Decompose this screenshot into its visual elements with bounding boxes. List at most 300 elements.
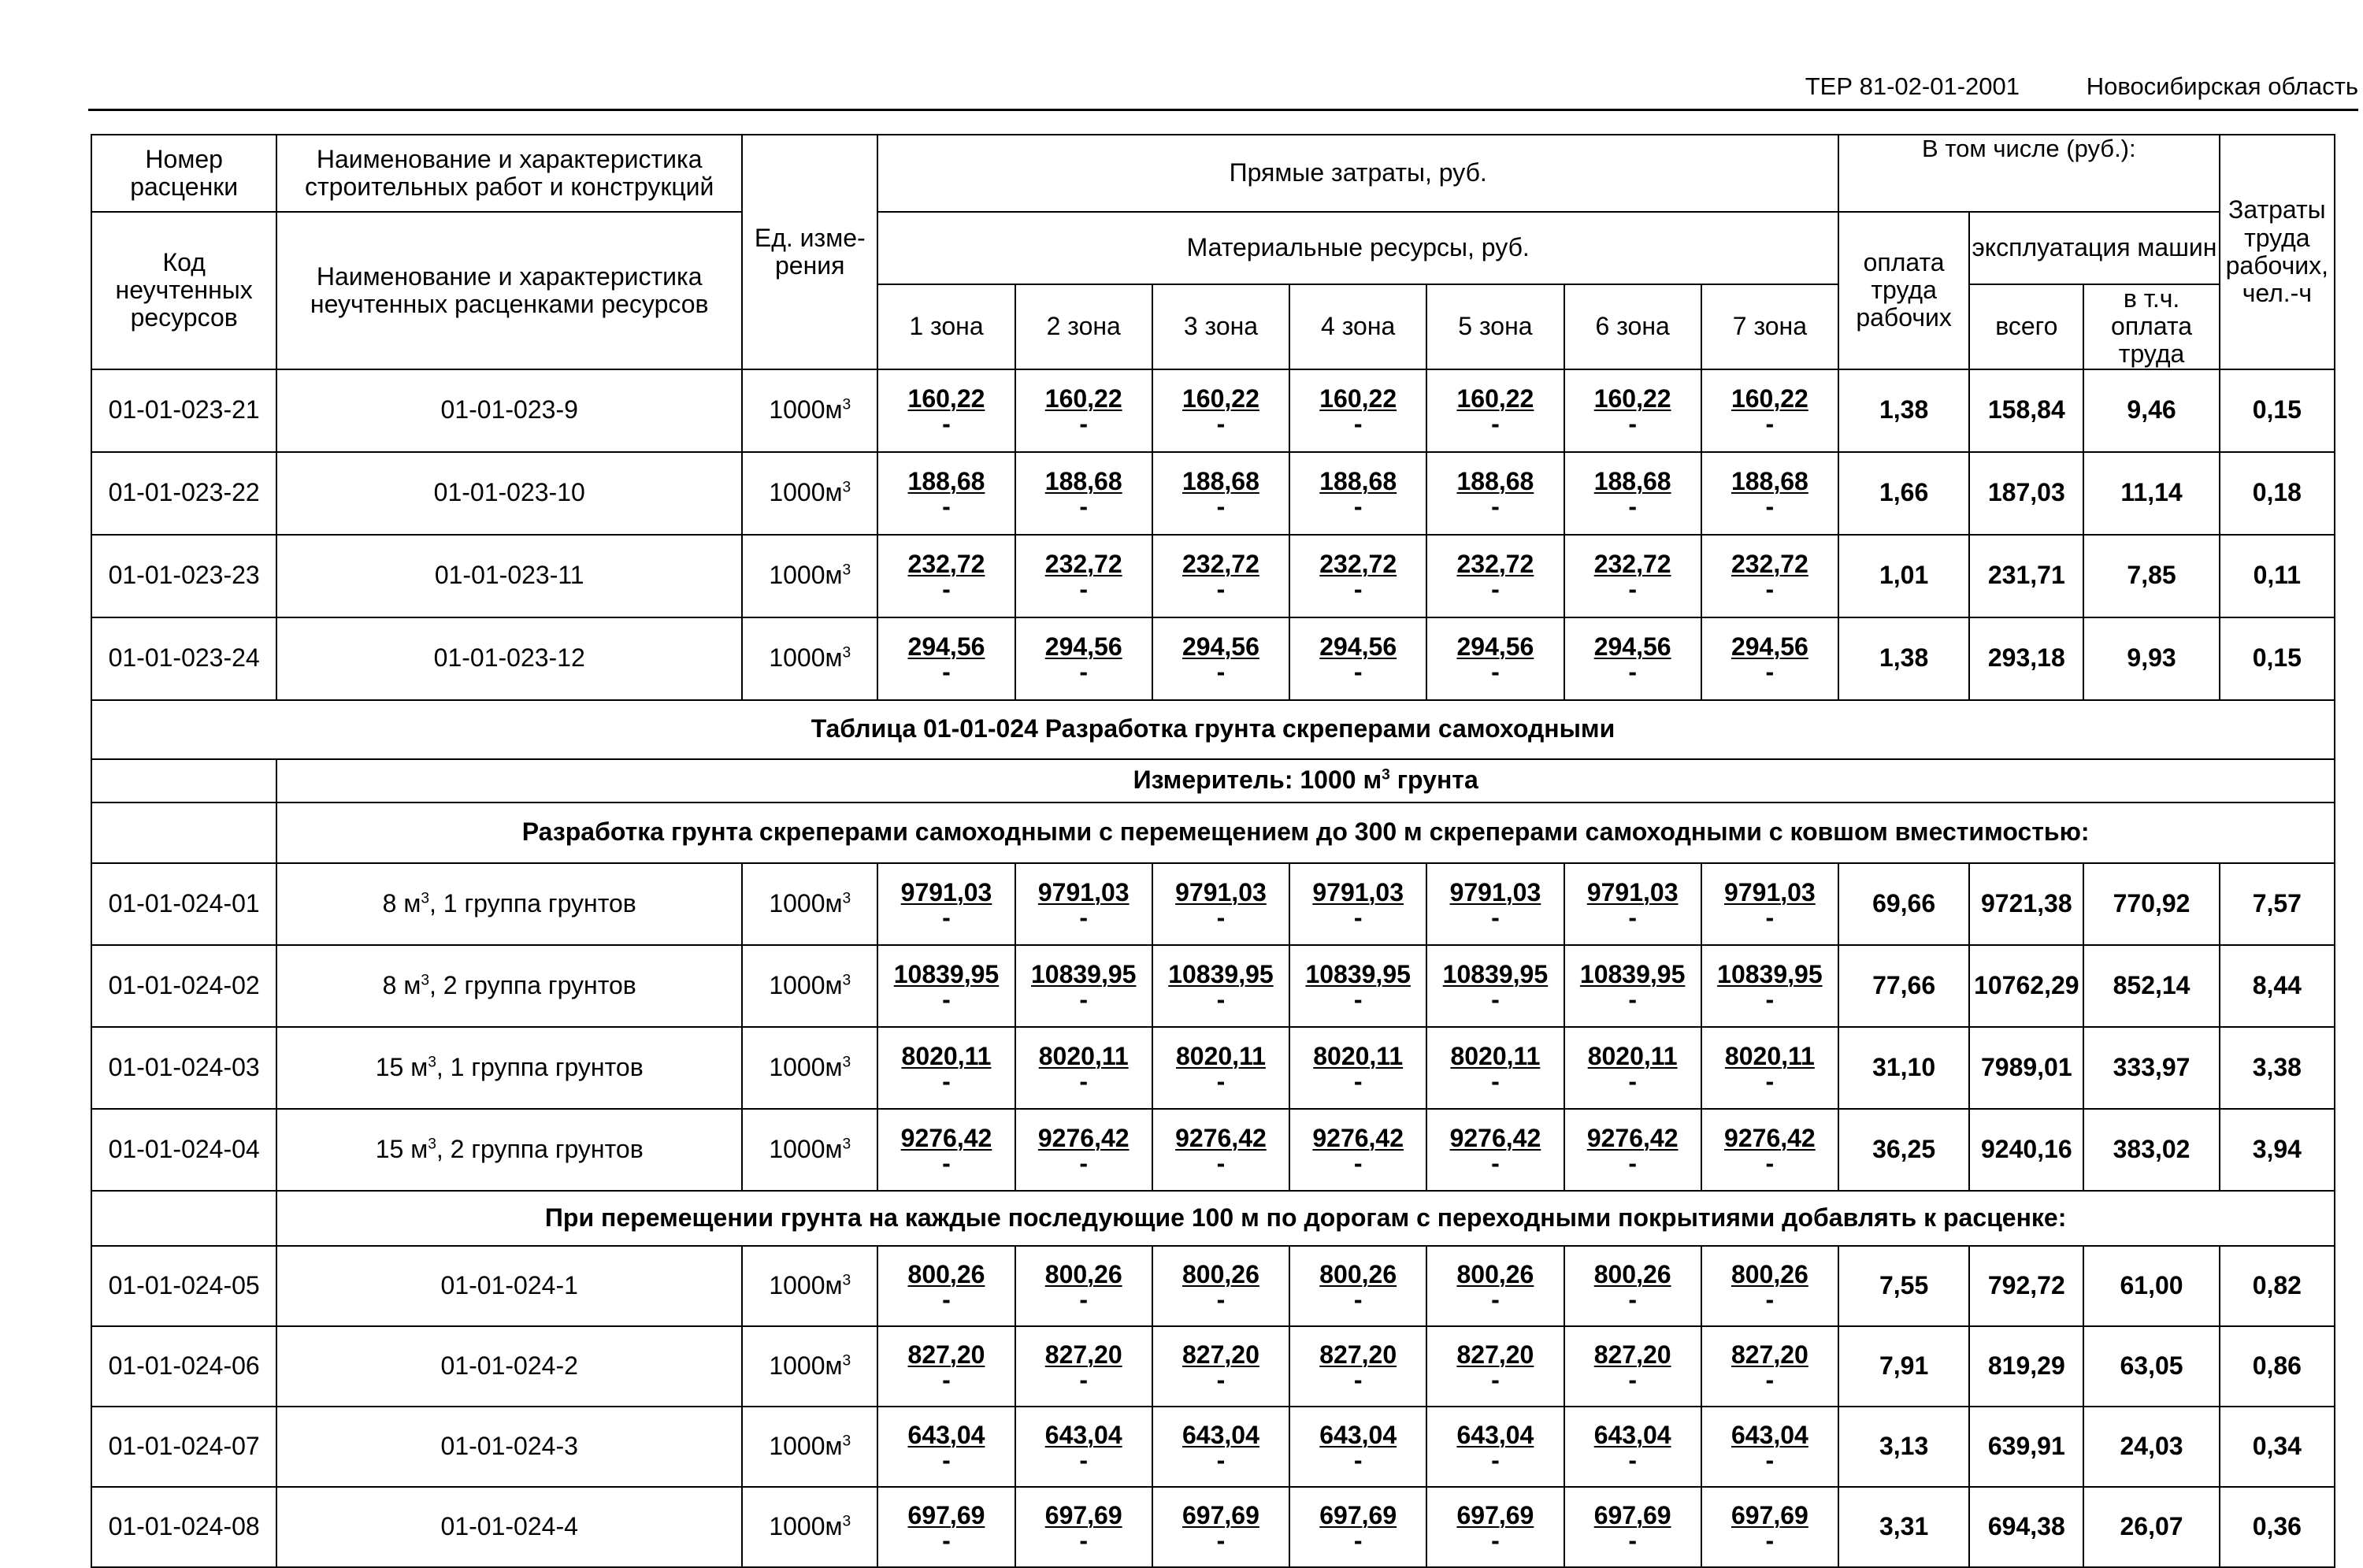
zone-value: 160,22	[1731, 384, 1808, 413]
zone-price	[1426, 452, 1564, 535]
zone-dash: -	[1491, 492, 1500, 521]
zone-value: 643,04	[1044, 1420, 1122, 1449]
zone-price	[1152, 863, 1289, 945]
zone-value: 9276,42	[1449, 1123, 1541, 1152]
zone-value: 232,72	[1182, 550, 1259, 579]
zone-dash: -	[1628, 984, 1637, 1014]
unit-cell	[742, 1487, 877, 1567]
labor-hours: 0,82	[2220, 1246, 2335, 1326]
labor-pay: 36,25	[1838, 1109, 1969, 1191]
zone-dash: -	[1216, 903, 1226, 932]
zone-value: 8020,11	[1587, 1041, 1678, 1070]
header-direct-costs: Прямые затраты, руб.	[877, 135, 1838, 212]
zone-dash: -	[1765, 984, 1775, 1014]
zone-dash: -	[1628, 903, 1637, 932]
zone-value: 9791,03	[1449, 877, 1541, 906]
zone-value: 232,72	[1593, 550, 1671, 579]
unit-cell	[742, 1326, 877, 1407]
zone-price	[1564, 1326, 1701, 1407]
zone-price	[1564, 1027, 1701, 1109]
zone-price	[1701, 452, 1838, 535]
text: 1000м	[769, 1511, 843, 1540]
text: , 1 группа грунтов	[436, 1052, 644, 1081]
zone-price	[1015, 1407, 1152, 1487]
rate-code: 01-01-023-22	[91, 452, 276, 535]
zone-dash: -	[1628, 575, 1637, 604]
header-unaccounted-code: Код неучтенных ресурсов	[91, 212, 276, 369]
rate-code: 01-01-024-01	[91, 863, 276, 945]
zone-price	[1701, 1109, 1838, 1191]
zone-value: 188,68	[1593, 467, 1671, 496]
region-name: Новосибирская область	[2086, 72, 2358, 100]
zone-price	[1564, 863, 1701, 945]
zone-dash: -	[1353, 1066, 1363, 1095]
zone-dash: -	[1765, 1284, 1775, 1314]
table-row	[91, 945, 2335, 1027]
zone-price	[1152, 1487, 1289, 1567]
zone-dash: -	[1353, 658, 1363, 687]
unit-cell	[742, 369, 877, 452]
zone-value: 294,56	[1593, 632, 1671, 662]
text: грунта	[1389, 765, 1478, 795]
zone-value: 188,68	[1456, 467, 1534, 496]
header-labor-pay: оплата труда рабочих	[1838, 212, 1969, 369]
zone-dash: -	[1491, 903, 1500, 932]
zone-value: 188,68	[1182, 467, 1259, 496]
zone-dash: -	[1079, 903, 1089, 932]
header-machines-total: всего	[1969, 284, 2083, 369]
zone-value: 160,22	[1182, 384, 1259, 413]
measure-row	[91, 759, 2335, 803]
zone-dash: -	[1079, 492, 1089, 521]
zone-dash: -	[1765, 1525, 1775, 1555]
zone-value: 9276,42	[1175, 1123, 1267, 1152]
zone-header: 6 зона	[1564, 284, 1701, 369]
zone-dash: -	[942, 1445, 951, 1474]
zone-price	[1426, 617, 1564, 700]
zone-value: 188,68	[1044, 467, 1122, 496]
rate-name	[276, 1407, 742, 1487]
machines-labor: 852,14	[2083, 945, 2219, 1027]
machines-labor: 26,07	[2083, 1487, 2219, 1567]
zone-dash: -	[1491, 658, 1500, 687]
text: 01-01-024-1	[440, 1270, 578, 1299]
zone-dash: -	[1765, 1066, 1775, 1095]
zone-dash: -	[942, 1365, 951, 1394]
zone-price	[1152, 1109, 1289, 1191]
header-material-resources: Материальные ресурсы, руб.	[877, 212, 1838, 284]
zone-value: 10839,95	[893, 959, 1000, 988]
zone-value: 8020,11	[1724, 1041, 1815, 1070]
zone-value: 9276,42	[1724, 1123, 1816, 1152]
zone-price	[1152, 945, 1289, 1027]
page-header	[88, 72, 2358, 111]
zone-dash: -	[1079, 1148, 1089, 1177]
header-machine-operation: эксплуатация машин	[1969, 212, 2219, 284]
header-machines-labor: в т.ч. оплата труда	[2083, 284, 2219, 369]
unit-cell	[742, 535, 877, 617]
zone-header: 7 зона	[1701, 284, 1838, 369]
zone-value: 643,04	[1319, 1420, 1397, 1449]
zone-dash: -	[1628, 410, 1637, 439]
machines-labor: 383,02	[2083, 1109, 2219, 1191]
text: 01-01-024-4	[440, 1511, 578, 1540]
zone-value: 643,04	[907, 1420, 985, 1449]
zone-dash: -	[1216, 1148, 1226, 1177]
machines-labor: 11,14	[2083, 452, 2219, 535]
table-row	[91, 1407, 2335, 1487]
zone-price	[1289, 1246, 1426, 1326]
document-code: ТЕР 81-02-01-2001	[1805, 72, 2020, 100]
text: 1000м	[769, 643, 843, 673]
zone-dash: -	[1216, 1365, 1226, 1394]
zone-value: 294,56	[907, 632, 985, 662]
superscript: 3	[428, 1054, 436, 1071]
unit-cell	[742, 1109, 877, 1191]
zone-price	[1015, 1109, 1152, 1191]
text: 8 м	[382, 888, 421, 917]
labor-hours: 0,11	[2220, 535, 2335, 617]
machines-total: 231,71	[1969, 535, 2083, 617]
zone-value: 800,26	[907, 1259, 985, 1288]
labor-hours: 0,15	[2220, 617, 2335, 700]
zone-value: 8020,11	[1313, 1041, 1404, 1070]
zone-value: 9791,03	[1724, 877, 1816, 906]
zone-dash: -	[1765, 1148, 1775, 1177]
labor-hours: 0,86	[2220, 1326, 2335, 1407]
zone-value: 232,72	[907, 550, 985, 579]
zone-value: 294,56	[1182, 632, 1259, 662]
zone-dash: -	[1079, 1525, 1089, 1555]
header-unit: Ед. изме-рения	[742, 135, 877, 369]
text: 8 м	[382, 970, 421, 999]
labor-pay: 7,55	[1838, 1246, 1969, 1326]
zone-dash: -	[1353, 1445, 1363, 1474]
text: 1000м	[769, 395, 843, 424]
zone-dash: -	[942, 575, 951, 604]
zone-price	[1426, 369, 1564, 452]
zone-price	[1152, 1246, 1289, 1326]
zone-dash: -	[1491, 575, 1500, 604]
zone-price	[1701, 1407, 1838, 1487]
zone-header: 4 зона	[1289, 284, 1426, 369]
zone-dash: -	[1079, 984, 1089, 1014]
zone-dash: -	[1353, 575, 1363, 604]
unit-cell	[742, 452, 877, 535]
text: 1000м	[769, 1431, 843, 1460]
zone-price	[1289, 863, 1426, 945]
zone-value: 160,22	[1456, 384, 1534, 413]
text: 15 м	[375, 1052, 428, 1081]
zone-dash: -	[1628, 1365, 1637, 1394]
zone-price	[1289, 617, 1426, 700]
zone-price	[1152, 452, 1289, 535]
machines-total: 293,18	[1969, 617, 2083, 700]
zone-value: 697,69	[1456, 1500, 1534, 1529]
zone-value: 697,69	[1182, 1500, 1259, 1529]
text: 15 м	[375, 1134, 428, 1163]
zone-price	[1564, 1109, 1701, 1191]
machines-total: 792,72	[1969, 1246, 2083, 1326]
header-row-1	[91, 135, 2335, 212]
superscript: 3	[428, 1136, 436, 1153]
zone-price	[1426, 1326, 1564, 1407]
zone-price	[1289, 1407, 1426, 1487]
machines-total: 187,03	[1969, 452, 2083, 535]
rate-code: 01-01-024-03	[91, 1027, 276, 1109]
text: 01-01-023-12	[433, 643, 585, 673]
labor-pay: 1,38	[1838, 369, 1969, 452]
table-row	[91, 1487, 2335, 1567]
zone-value: 188,68	[1319, 467, 1397, 496]
zone-value: 827,20	[1593, 1340, 1671, 1369]
zone-price	[877, 1246, 1015, 1326]
zone-price	[1289, 1109, 1426, 1191]
rates-table	[91, 134, 2335, 1568]
labor-hours: 7,57	[2220, 863, 2335, 945]
header-unaccounted-name: Наименование и характеристика неучтенных расценками ресурсов	[276, 212, 742, 369]
zone-price	[1152, 1407, 1289, 1487]
text: 01-01-023-10	[433, 478, 585, 507]
zone-header: 3 зона	[1152, 284, 1289, 369]
zone-price	[877, 1407, 1015, 1487]
zone-price	[1015, 1487, 1152, 1567]
zone-dash: -	[1353, 492, 1363, 521]
table-row	[91, 1246, 2335, 1326]
zone-value: 294,56	[1319, 632, 1397, 662]
zone-dash: -	[1216, 1525, 1226, 1555]
zone-price	[1564, 945, 1701, 1027]
unit-cell	[742, 1246, 877, 1326]
table-row	[91, 1326, 2335, 1407]
zone-dash: -	[1628, 1066, 1637, 1095]
labor-hours: 0,15	[2220, 369, 2335, 452]
rate-name	[276, 1109, 742, 1191]
machines-labor: 61,00	[2083, 1246, 2219, 1326]
empty-cell	[91, 1191, 276, 1246]
zone-price	[1152, 617, 1289, 700]
table-row	[91, 617, 2335, 700]
zone-dash: -	[1079, 1365, 1089, 1394]
zone-price	[877, 535, 1015, 617]
zone-price	[1426, 535, 1564, 617]
zone-price	[877, 1109, 1015, 1191]
rate-name	[276, 617, 742, 700]
zone-dash: -	[1079, 575, 1089, 604]
rate-name	[276, 535, 742, 617]
rate-code: 01-01-024-08	[91, 1487, 276, 1567]
zone-price	[1701, 1246, 1838, 1326]
text: Измеритель: 1000 м	[1133, 765, 1382, 795]
zone-value: 8020,11	[1175, 1041, 1266, 1070]
zone-value: 160,22	[1319, 384, 1397, 413]
measure-unit	[276, 759, 2335, 803]
text: 1000м	[769, 1134, 843, 1163]
zone-value: 643,04	[1593, 1420, 1671, 1449]
zone-price	[1152, 1326, 1289, 1407]
rate-name	[276, 945, 742, 1027]
zone-value: 232,72	[1456, 550, 1534, 579]
zone-dash: -	[1216, 1284, 1226, 1314]
zone-price	[1015, 617, 1152, 700]
zone-price	[877, 863, 1015, 945]
zone-value: 10839,95	[1305, 959, 1411, 988]
zone-dash: -	[1216, 984, 1226, 1014]
zone-value: 232,72	[1319, 550, 1397, 579]
zone-price	[1015, 1326, 1152, 1407]
machines-labor: 9,46	[2083, 369, 2219, 452]
text: 1000м	[769, 1052, 843, 1081]
zone-header: 2 зона	[1015, 284, 1152, 369]
zone-price	[1426, 863, 1564, 945]
text: , 2 группа грунтов	[436, 1134, 644, 1163]
labor-hours: 0,18	[2220, 452, 2335, 535]
superscript: 3	[842, 644, 851, 662]
subheading-row	[91, 803, 2335, 863]
zone-price	[1564, 369, 1701, 452]
zone-dash: -	[1079, 658, 1089, 687]
rate-name	[276, 863, 742, 945]
zone-dash: -	[1628, 1525, 1637, 1555]
zone-price	[1426, 1407, 1564, 1487]
zone-price	[1426, 1109, 1564, 1191]
labor-hours: 3,94	[2220, 1109, 2335, 1191]
zone-dash: -	[1491, 1365, 1500, 1394]
header-row-2	[91, 212, 2335, 284]
zone-value: 10839,95	[1717, 959, 1823, 988]
zone-dash: -	[1353, 1148, 1363, 1177]
zone-price	[1289, 1027, 1426, 1109]
zone-dash: -	[1353, 984, 1363, 1014]
zone-dash: -	[1491, 1525, 1500, 1555]
zone-price	[1426, 945, 1564, 1027]
empty-cell	[91, 803, 276, 863]
zone-value: 10839,95	[1442, 959, 1549, 988]
zone-price	[877, 369, 1015, 452]
unit-cell	[742, 1027, 877, 1109]
machines-total: 694,38	[1969, 1487, 2083, 1567]
machines-total: 10762,29	[1969, 945, 2083, 1027]
text: 1000м	[769, 561, 843, 590]
rate-name	[276, 1246, 742, 1326]
zone-dash: -	[1353, 1525, 1363, 1555]
zone-price	[1564, 1487, 1701, 1567]
empty-cell	[91, 759, 276, 803]
machines-total: 639,91	[1969, 1407, 2083, 1487]
zone-value: 294,56	[1731, 632, 1808, 662]
zone-price	[1701, 535, 1838, 617]
zone-value: 9276,42	[900, 1123, 992, 1152]
machines-labor: 770,92	[2083, 863, 2219, 945]
zone-value: 827,20	[1044, 1340, 1122, 1369]
table-row	[91, 369, 2335, 452]
zone-value: 697,69	[1593, 1500, 1671, 1529]
zone-dash: -	[1216, 1445, 1226, 1474]
text: 01-01-023-9	[440, 395, 578, 424]
machines-labor: 24,03	[2083, 1407, 2219, 1487]
rate-code: 01-01-024-07	[91, 1407, 276, 1487]
zone-value: 9791,03	[900, 877, 992, 906]
unit-cell	[742, 863, 877, 945]
text: 1000м	[769, 1270, 843, 1299]
rate-code: 01-01-023-23	[91, 535, 276, 617]
labor-hours: 8,44	[2220, 945, 2335, 1027]
rate-code: 01-01-024-06	[91, 1326, 276, 1407]
zone-dash: -	[942, 984, 951, 1014]
zone-value: 697,69	[1044, 1500, 1122, 1529]
zone-value: 8020,11	[1450, 1041, 1541, 1070]
table-row	[91, 452, 2335, 535]
zone-value: 160,22	[907, 384, 985, 413]
labor-pay: 1,01	[1838, 535, 1969, 617]
unit-cell	[742, 945, 877, 1027]
zone-price	[1426, 1246, 1564, 1326]
zone-price	[1564, 452, 1701, 535]
zone-value: 9276,42	[1312, 1123, 1404, 1152]
zone-price	[1564, 1246, 1701, 1326]
zone-dash: -	[1216, 658, 1226, 687]
table-row	[91, 863, 2335, 945]
labor-hours: 0,36	[2220, 1487, 2335, 1567]
text: , 2 группа грунтов	[429, 970, 636, 999]
zone-value: 800,26	[1456, 1259, 1534, 1288]
table-row	[91, 1109, 2335, 1191]
zone-price	[1152, 535, 1289, 617]
zone-price	[1701, 945, 1838, 1027]
machines-labor: 7,85	[2083, 535, 2219, 617]
zone-dash: -	[1628, 658, 1637, 687]
zone-dash: -	[1079, 1284, 1089, 1314]
text: 1000м	[769, 1351, 843, 1380]
superscript: 3	[842, 1272, 851, 1289]
zone-price	[877, 617, 1015, 700]
zone-dash: -	[1491, 1445, 1500, 1474]
zone-dash: -	[942, 658, 951, 687]
zone-value: 697,69	[907, 1500, 985, 1529]
superscript: 3	[421, 890, 429, 907]
zone-value: 160,22	[1044, 384, 1122, 413]
zone-value: 800,26	[1044, 1259, 1122, 1288]
zone-dash: -	[1765, 575, 1775, 604]
zone-dash: -	[1628, 1284, 1637, 1314]
zone-price	[1015, 863, 1152, 945]
zone-value: 827,20	[1182, 1340, 1259, 1369]
superscript: 3	[842, 1352, 851, 1370]
section-title: Таблица 01-01-024 Разработка грунта скреперами самоходными	[91, 700, 2335, 759]
zone-dash: -	[1216, 575, 1226, 604]
machines-total: 9240,16	[1969, 1109, 2083, 1191]
zone-value: 294,56	[1044, 632, 1122, 662]
zone-price	[1015, 1246, 1152, 1326]
zone-value: 8020,11	[901, 1041, 992, 1070]
zone-value: 643,04	[1731, 1420, 1808, 1449]
labor-pay: 31,10	[1838, 1027, 1969, 1109]
zone-dash: -	[1628, 492, 1637, 521]
machines-total: 7989,01	[1969, 1027, 2083, 1109]
zone-dash: -	[942, 492, 951, 521]
zone-value: 827,20	[1456, 1340, 1534, 1369]
zone-price	[1152, 1027, 1289, 1109]
zone-value: 800,26	[1731, 1259, 1808, 1288]
labor-pay: 69,66	[1838, 863, 1969, 945]
text: 01-01-024-2	[440, 1351, 578, 1380]
zone-price	[877, 1027, 1015, 1109]
rate-name	[276, 1027, 742, 1109]
zone-dash: -	[1765, 658, 1775, 687]
text: 1000м	[769, 970, 843, 999]
zone-dash: -	[1491, 984, 1500, 1014]
zone-price	[1015, 535, 1152, 617]
